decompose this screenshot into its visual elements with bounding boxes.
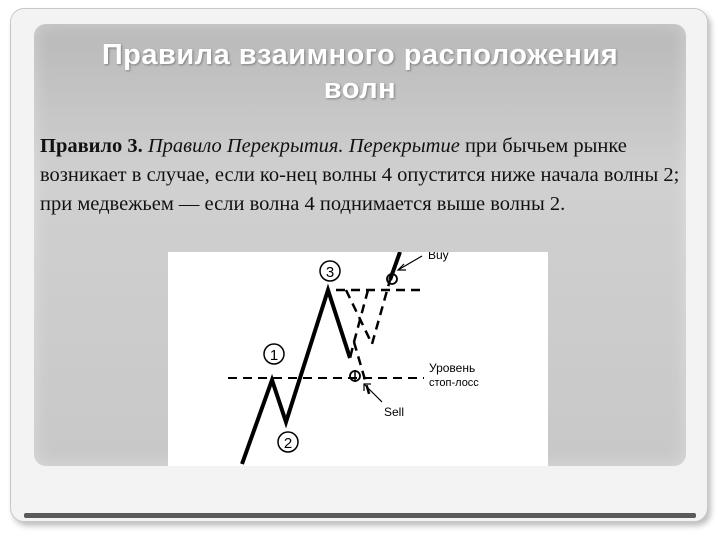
stop-level-label: Уровень	[429, 361, 476, 375]
wave-diagram-svg	[168, 252, 548, 466]
title-line-2: волн	[323, 73, 397, 105]
title-line-1: Правила взаимного расположения	[101, 39, 619, 71]
rule-term: Перекрытие	[348, 135, 460, 157]
stop-loss-label: стоп-лосс	[429, 377, 479, 389]
wave-3-label: 3	[325, 264, 335, 281]
rule-label: Правило 3.	[40, 135, 143, 157]
rule-paragraph	[40, 132, 700, 219]
rule-name: Правило Перекрытия.	[147, 135, 344, 157]
sell-path	[354, 342, 370, 397]
wave-4-alt-path	[350, 290, 368, 358]
rule-text: при бычьем рынке возникает в случае, если ко-нец волны 4 опустится ниже начала волны 2; при медвежьем — если волна 4 поднимается выше волны 2.	[40, 135, 680, 215]
sell-label: Sell	[384, 405, 405, 419]
wave-diagram	[168, 252, 548, 466]
slide-bottom-bar	[24, 513, 696, 518]
wave-1-label: 1	[269, 347, 279, 364]
slide-title	[34, 38, 686, 106]
wave-2-label: 2	[283, 435, 293, 452]
sell-arrow	[364, 384, 382, 402]
buy-arrow	[398, 256, 422, 270]
buy-label: Buy	[428, 252, 449, 262]
